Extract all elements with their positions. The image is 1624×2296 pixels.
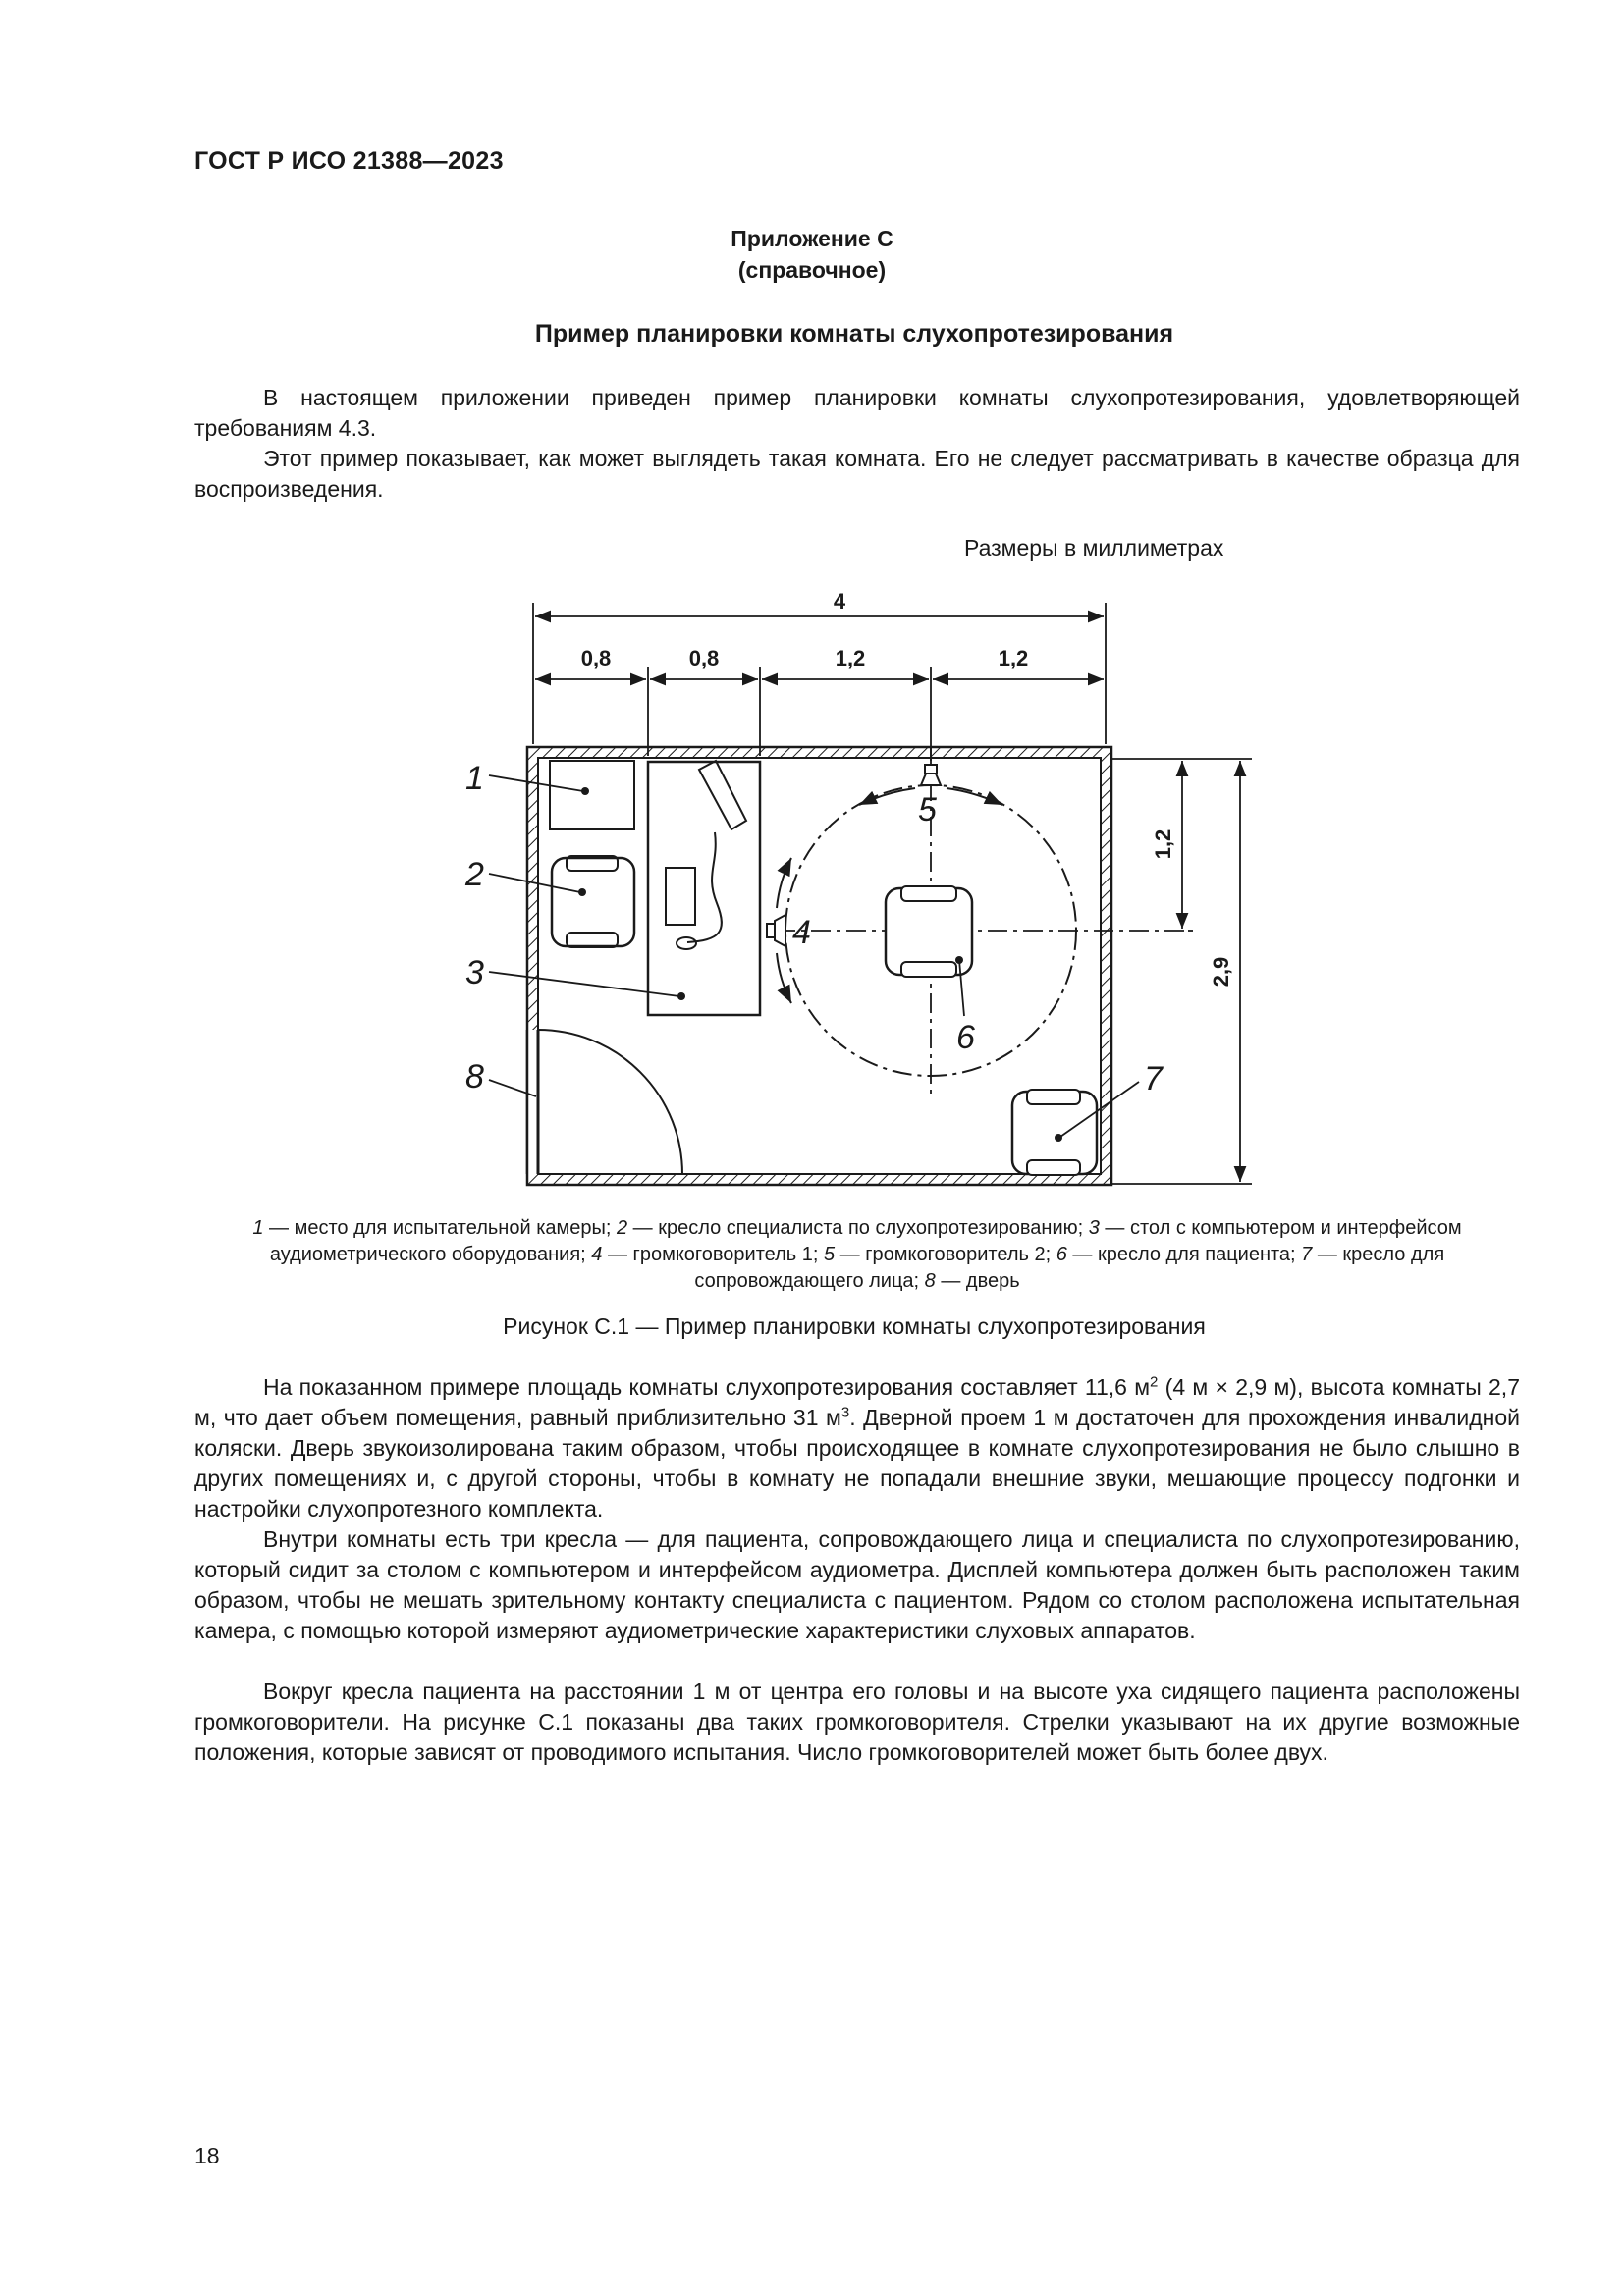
legend-item: 7 — кресло для сопровождающего лица; <box>694 1244 1445 1292</box>
intro-paragraph-1: В настоящем приложении приведен пример планировки комнаты слухопротезирования, удовлетворяющей требованиям 4.3. <box>194 385 1520 441</box>
label-6: 6 <box>956 1019 975 1056</box>
legend-item: 2 — кресло специалиста по слухопротезированию; <box>617 1217 1089 1239</box>
dim-total-width: 4 <box>833 589 846 614</box>
legend-item: 4 — громкоговоритель 1; <box>591 1244 824 1265</box>
label-7: 7 <box>1144 1060 1163 1097</box>
legend-item: 8 — дверь <box>924 1270 1020 1292</box>
label-8: 8 <box>465 1058 484 1095</box>
dim-seg2: 0,8 <box>688 646 720 670</box>
body-paragraph-2: Внутри комнаты есть три кресла — для пациента, сопровождающего лица и специалиста по слухопротезированию, который сидит за столом с компьютером и интерфейсом аудиометра. Дисплей компьютера должен быть расположен таким образом, чтобы не мешать зрительному контакту специалиста с пациентом. Рядом со столом расположена испытательная камера, с помощью которой измеряют аудиометрические характеристики слуховых аппаратов. <box>194 1526 1520 1643</box>
label-2: 2 <box>465 856 484 893</box>
standard-code: ГОСТ Р ИСО 21388—2023 <box>194 147 504 175</box>
annex-heading: Пример планировки комнаты слухопротезирования <box>534 320 1174 347</box>
label-1: 1 <box>465 760 484 797</box>
label-5: 5 <box>918 791 937 828</box>
annex-title: Приложение С <box>731 226 893 251</box>
dimensions-note: Размеры в миллиметрах <box>964 535 1224 561</box>
figure-legend <box>194 1215 1520 1295</box>
dim-seg4: 1,2 <box>998 646 1029 670</box>
dim-seg1: 0,8 <box>580 646 612 670</box>
label-3: 3 <box>465 954 484 991</box>
legend-item: 6 — кресло для пациента; <box>1056 1244 1302 1265</box>
intro-paragraph-2: Этот пример показывает, как может выглядеть такая комната. Его не следует рассматривать в качестве образца для воспроизведения. <box>194 446 1520 502</box>
top-dimensions <box>533 603 1106 761</box>
dim-seg3: 1,2 <box>835 646 866 670</box>
dim-right-upper: 1,2 <box>1151 828 1175 860</box>
companion-chair <box>1012 1090 1097 1175</box>
label-4: 4 <box>792 914 811 951</box>
legend-item: 5 — громкоговоритель 2; <box>824 1244 1056 1265</box>
page-number: 18 <box>194 2143 220 2168</box>
dim-right-total: 2,9 <box>1209 956 1233 988</box>
legend-item: 1 — место для испытательной камеры; <box>252 1217 617 1239</box>
annex-kind: (справочное) <box>737 257 887 283</box>
figure-caption: Рисунок С.1 — Пример планировки комнаты слухопротезирования <box>503 1313 1206 1339</box>
legend-item: 3 — стол с компьютером и интерфейсом аудиометрического оборудования; <box>269 1217 1462 1265</box>
body-paragraph-1: На показанном примере площадь комнаты слухопротезирования составляет 11,6 $м^2$ (4 м × 2,9 м), высота комнаты 2,7 м, что дает объем помещения, равный приблизительно 31 $м^3$. Дверной проем 1 м достаточен для прохождения инвалидной коляски. Дверь звукоизолирована таким образом, чтобы происходящее в комнате слухопротезирования не было слышно в других помещениях и, с другой стороны, чтобы в комнату не попадали внешние звуки, мешающие процессу подгонки и настройки слухопротезного комплекта. <box>194 1373 1520 1522</box>
body-paragraph-3: Вокруг кресла пациента на расстоянии 1 м от центра его головы и на высоте уха сидящего пациента расположены громкоговорители. На рисунке С.1 показаны два таких громкоговорителя. Стрелки указывают на их другие возможные положения, которые зависят от проводимого испытания. Число громкоговорителей может быть более двух. <box>194 1679 1520 1765</box>
